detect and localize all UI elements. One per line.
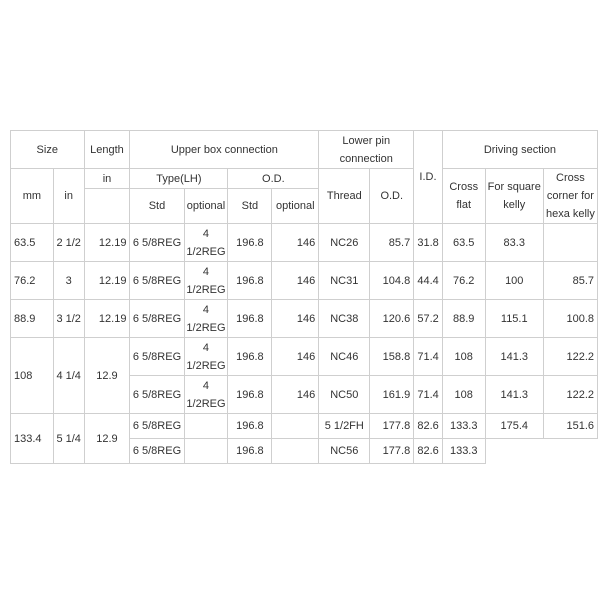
cell-thread: NC50 bbox=[319, 376, 370, 414]
cell-thread: NC56 bbox=[319, 439, 370, 464]
cell-cross-flat: 76.2 bbox=[442, 262, 485, 300]
cell-od-opt: 146 bbox=[272, 262, 319, 300]
cell-hexa-kelly bbox=[543, 224, 597, 262]
cell-length: 12.19 bbox=[84, 262, 130, 300]
cell-in: 2 1/2 bbox=[53, 224, 84, 262]
header-size: Size bbox=[11, 131, 85, 169]
header-std-2: Std bbox=[228, 189, 272, 224]
cell-cross-flat: 133.3 bbox=[442, 414, 485, 439]
cell-id: 82.6 bbox=[414, 414, 443, 439]
cell-type-std: 6 5/8REG bbox=[130, 300, 184, 338]
cell-hexa-kelly: 100.8 bbox=[543, 300, 597, 338]
cell-lower-od: 120.6 bbox=[370, 300, 414, 338]
cell-hexa-kelly: 151.6 bbox=[543, 414, 597, 439]
cell-od-std: 196.8 bbox=[228, 262, 272, 300]
header-hexa-kelly: Cross corner for hexa kelly bbox=[543, 169, 597, 224]
cell-lower-od: 161.9 bbox=[370, 376, 414, 414]
cell-type-opt: 4 1/2REG bbox=[184, 262, 228, 300]
spec-table-container bbox=[10, 130, 598, 464]
cell-square-kelly: 83.3 bbox=[485, 224, 543, 262]
cell-square-kelly: 175.4 bbox=[485, 414, 543, 439]
cell-thread: NC31 bbox=[319, 262, 370, 300]
cell-type-opt: 4 1/2REG bbox=[184, 300, 228, 338]
cell-in: 5 1/4 bbox=[53, 414, 84, 464]
cell-id: 71.4 bbox=[414, 376, 443, 414]
cell-mm: 108 bbox=[11, 338, 54, 414]
cell-type-opt bbox=[184, 439, 228, 464]
cell-length: 12.19 bbox=[84, 224, 130, 262]
header-lower-pin: Lower pin connection bbox=[319, 131, 414, 169]
cell-thread: NC26 bbox=[319, 224, 370, 262]
cell-in: 3 1/2 bbox=[53, 300, 84, 338]
cell-od-opt bbox=[272, 439, 319, 464]
cell-mm: 133.4 bbox=[11, 414, 54, 464]
cell-type-opt bbox=[184, 414, 228, 439]
cell-type-std: 6 5/8REG bbox=[130, 376, 184, 414]
cell-od-std: 196.8 bbox=[228, 414, 272, 439]
cell-lower-od: 158.8 bbox=[370, 338, 414, 376]
table-row bbox=[11, 414, 598, 439]
header-driving: Driving section bbox=[442, 131, 597, 169]
cell-lower-od: 85.7 bbox=[370, 224, 414, 262]
table-row bbox=[11, 300, 598, 338]
cell-length: 12.9 bbox=[84, 414, 130, 464]
cell-cross-flat: 133.3 bbox=[442, 439, 485, 464]
cell-square-kelly: 100 bbox=[485, 262, 543, 300]
header-od: O.D. bbox=[228, 169, 319, 189]
empty-cell bbox=[485, 439, 597, 464]
cell-od-opt: 146 bbox=[272, 224, 319, 262]
cell-thread: 5 1/2FH bbox=[319, 414, 370, 439]
cell-id: 31.8 bbox=[414, 224, 443, 262]
cell-type-std: 6 5/8REG bbox=[130, 414, 184, 439]
cell-lower-od: 104.8 bbox=[370, 262, 414, 300]
cell-type-std: 6 5/8REG bbox=[130, 338, 184, 376]
header-type-lh: Type(LH) bbox=[130, 169, 228, 189]
cell-in: 4 1/4 bbox=[53, 338, 84, 414]
cell-type-opt: 4 1/2REG bbox=[184, 338, 228, 376]
cell-hexa-kelly: 85.7 bbox=[543, 262, 597, 300]
cell-lower-od: 177.8 bbox=[370, 414, 414, 439]
cell-cross-flat: 88.9 bbox=[442, 300, 485, 338]
header-mm: mm bbox=[11, 169, 54, 224]
cell-type-opt: 4 1/2REG bbox=[184, 376, 228, 414]
header-length-blank bbox=[84, 189, 130, 224]
cell-hexa-kelly: 122.2 bbox=[543, 338, 597, 376]
cell-id: 82.6 bbox=[414, 439, 443, 464]
header-length-unit: in bbox=[84, 169, 130, 189]
cell-cross-flat: 108 bbox=[442, 338, 485, 376]
cell-od-std: 196.8 bbox=[228, 376, 272, 414]
cell-od-opt: 146 bbox=[272, 300, 319, 338]
drill-collar-spec-table bbox=[10, 130, 598, 464]
table-row bbox=[11, 338, 598, 376]
header-thread: Thread bbox=[319, 169, 370, 224]
cell-od-std: 196.8 bbox=[228, 338, 272, 376]
cell-mm: 76.2 bbox=[11, 262, 54, 300]
header-row-2 bbox=[11, 169, 598, 189]
table-row bbox=[11, 224, 598, 262]
cell-in: 3 bbox=[53, 262, 84, 300]
cell-type-std: 6 5/8REG bbox=[130, 224, 184, 262]
cell-hexa-kelly: 122.2 bbox=[543, 376, 597, 414]
header-upper-box: Upper box connection bbox=[130, 131, 319, 169]
header-std-1: Std bbox=[130, 189, 184, 224]
header-optional-1: optional bbox=[184, 189, 228, 224]
cell-lower-od: 177.8 bbox=[370, 439, 414, 464]
cell-thread: NC46 bbox=[319, 338, 370, 376]
cell-square-kelly: 141.3 bbox=[485, 376, 543, 414]
header-row-1 bbox=[11, 131, 598, 169]
cell-od-opt bbox=[272, 414, 319, 439]
cell-mm: 63.5 bbox=[11, 224, 54, 262]
cell-od-std: 196.8 bbox=[228, 300, 272, 338]
header-lower-od: O.D. bbox=[370, 169, 414, 224]
cell-thread: NC38 bbox=[319, 300, 370, 338]
cell-square-kelly: 141.3 bbox=[485, 338, 543, 376]
cell-id: 71.4 bbox=[414, 338, 443, 376]
cell-cross-flat: 63.5 bbox=[442, 224, 485, 262]
cell-od-std: 196.8 bbox=[228, 224, 272, 262]
cell-cross-flat: 108 bbox=[442, 376, 485, 414]
header-id: I.D. bbox=[414, 131, 443, 224]
cell-square-kelly: 115.1 bbox=[485, 300, 543, 338]
cell-od-opt: 146 bbox=[272, 338, 319, 376]
cell-type-opt: 4 1/2REG bbox=[184, 224, 228, 262]
cell-length: 12.19 bbox=[84, 300, 130, 338]
header-in: in bbox=[53, 169, 84, 224]
cell-type-std: 6 5/8REG bbox=[130, 439, 184, 464]
cell-type-std: 6 5/8REG bbox=[130, 262, 184, 300]
header-optional-2: optional bbox=[272, 189, 319, 224]
cell-id: 57.2 bbox=[414, 300, 443, 338]
header-square-kelly: For square kelly bbox=[485, 169, 543, 224]
header-cross-flat: Cross flat bbox=[442, 169, 485, 224]
header-length: Length bbox=[84, 131, 130, 169]
cell-length: 12.9 bbox=[84, 338, 130, 414]
cell-od-std: 196.8 bbox=[228, 439, 272, 464]
cell-mm: 88.9 bbox=[11, 300, 54, 338]
table-row bbox=[11, 262, 598, 300]
cell-id: 44.4 bbox=[414, 262, 443, 300]
cell-od-opt: 146 bbox=[272, 376, 319, 414]
